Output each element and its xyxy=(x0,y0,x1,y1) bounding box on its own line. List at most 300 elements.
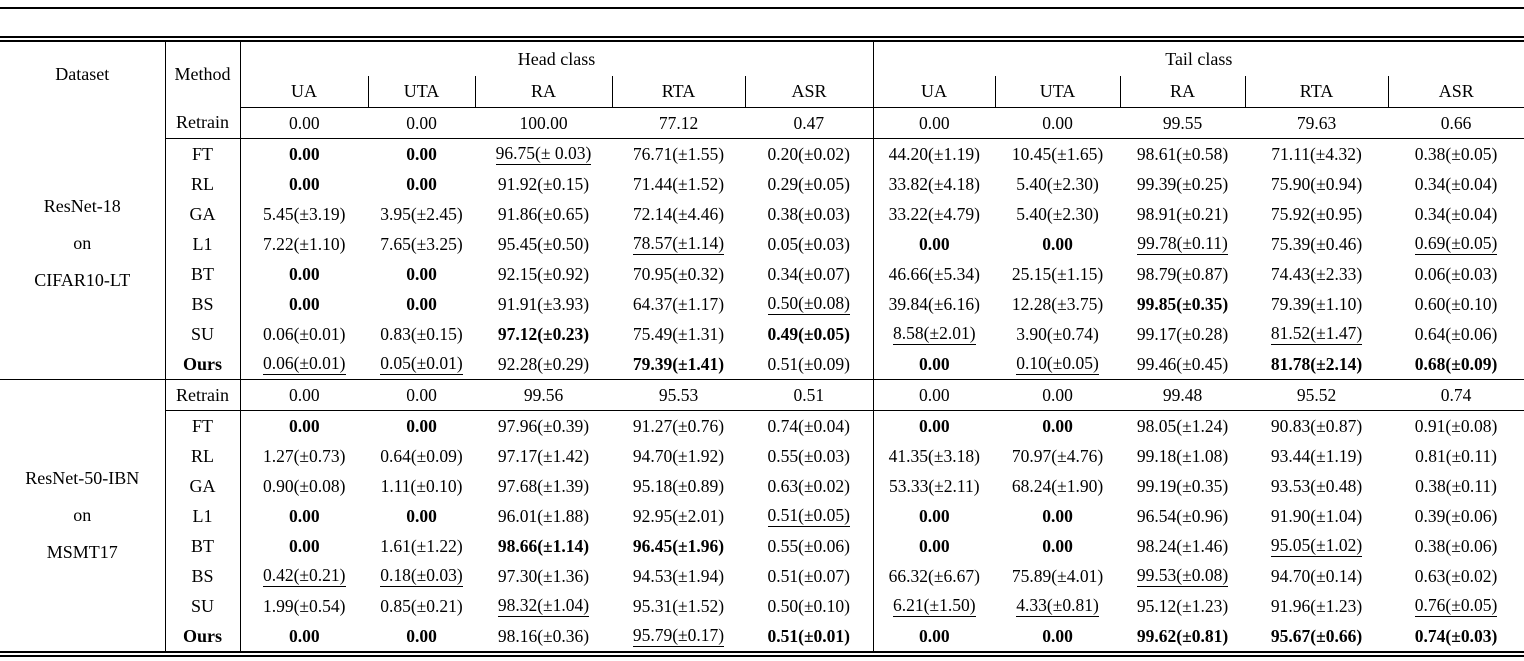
cell-value: 0.55(±0.03) xyxy=(767,445,851,466)
tail-asr-cell xyxy=(1388,169,1524,199)
cell-value: 46.66(±5.34) xyxy=(888,263,980,284)
head-ra-cell xyxy=(475,139,612,170)
head-rta-cell xyxy=(612,441,745,471)
cell-value: 98.32(±1.04) xyxy=(498,595,589,617)
cell-value: 99.53(±0.08) xyxy=(1137,565,1228,587)
head-ua-cell xyxy=(240,169,368,199)
head-uta-cell xyxy=(368,380,475,411)
head-asr-cell xyxy=(745,108,873,139)
tail-ra-cell xyxy=(1120,621,1245,651)
head-ra-cell xyxy=(475,411,612,442)
head-uta-cell xyxy=(368,441,475,471)
cell-value: 0.00 xyxy=(288,173,320,194)
tail-uta-cell xyxy=(995,139,1120,170)
tail-ra-cell xyxy=(1120,319,1245,349)
cell-value: 0.06(±0.01) xyxy=(262,323,346,344)
tail-asr-cell xyxy=(1388,259,1524,289)
head-uta-cell xyxy=(368,591,475,621)
cell-value: 1.27(±0.73) xyxy=(262,445,346,466)
method-cell xyxy=(165,199,240,229)
cell-value: 1.11(±0.10) xyxy=(380,475,463,496)
cell-value: 97.68(±1.39) xyxy=(497,475,590,496)
cell-value: 0.51(±0.09) xyxy=(767,353,851,374)
cell-value: 98.79(±0.87) xyxy=(1136,263,1229,284)
tail-rta-cell xyxy=(1245,471,1388,501)
cell-value: 0.00 xyxy=(1042,384,1073,405)
tail-ua-cell xyxy=(873,349,995,380)
head-asr-cell xyxy=(745,289,873,319)
head-ra-cell xyxy=(475,169,612,199)
col-header-method: Method xyxy=(165,42,240,108)
cell-value: 0.51 xyxy=(793,384,825,405)
tail-ua-cell xyxy=(873,319,995,349)
head-rta-cell xyxy=(612,621,745,651)
head-rta-cell xyxy=(612,591,745,621)
cell-value: 99.56 xyxy=(523,384,564,405)
cell-value: 95.79(±0.17) xyxy=(633,625,724,647)
head-rta-cell xyxy=(612,380,745,411)
cell-value: 95.45(±0.50) xyxy=(497,233,590,254)
table-row xyxy=(0,319,1524,349)
tail-rta-cell xyxy=(1245,139,1388,170)
cell-value: 0.34(±0.07) xyxy=(767,263,851,284)
tail-ra-cell xyxy=(1120,169,1245,199)
cell-value: 94.53(±1.94) xyxy=(632,565,725,586)
head-ua-cell xyxy=(240,259,368,289)
method-cell xyxy=(165,229,240,259)
cell-value: 0.00 xyxy=(918,535,950,556)
method-cell xyxy=(165,139,240,170)
head-ra-cell xyxy=(475,108,612,139)
dataset-name-line: on xyxy=(73,232,92,253)
cell-value: 91.86(±0.65) xyxy=(497,203,590,224)
cell-value: 0.00 xyxy=(288,625,320,646)
cell-value: 33.22(±4.79) xyxy=(888,203,980,224)
dataset-group xyxy=(0,108,1524,380)
tail-asr-cell xyxy=(1388,349,1524,380)
cell-value: 99.19(±0.35) xyxy=(1136,475,1229,496)
cell-value: 100.00 xyxy=(519,112,568,133)
cell-value: 72.14(±4.46) xyxy=(632,203,725,224)
cell-value: GA xyxy=(189,475,216,496)
tail-asr-cell xyxy=(1388,199,1524,229)
head-asr-cell xyxy=(745,501,873,531)
tail-ua-cell xyxy=(873,380,995,411)
dataset-name-line: CIFAR10-LT xyxy=(34,269,131,290)
cell-value: SU xyxy=(190,323,214,344)
table-row xyxy=(0,471,1524,501)
cell-value: 6.21(±1.50) xyxy=(893,595,976,617)
group-header-head-class: Head class xyxy=(240,42,873,76)
cell-value: 64.37(±1.17) xyxy=(632,293,725,314)
table-row xyxy=(0,199,1524,229)
cell-value: 91.92(±0.15) xyxy=(497,173,590,194)
cell-value: GA xyxy=(189,203,216,224)
cell-value: BT xyxy=(190,263,214,284)
cell-value: 98.66(±1.14) xyxy=(497,535,590,556)
tail-ua-cell xyxy=(873,289,995,319)
cell-value: 0.06(±0.01) xyxy=(263,353,346,375)
tail-ra-cell xyxy=(1120,441,1245,471)
tail-ua-cell xyxy=(873,411,995,442)
cell-value: 0.74(±0.04) xyxy=(767,415,851,436)
head-uta-cell xyxy=(368,531,475,561)
cell-value: 99.18(±1.08) xyxy=(1136,445,1229,466)
head-ra-cell xyxy=(475,380,612,411)
tail-rta-cell xyxy=(1245,259,1388,289)
tail-uta-cell xyxy=(995,531,1120,561)
head-uta-cell xyxy=(368,139,475,170)
method-cell xyxy=(165,380,240,411)
cell-value: 68.24(±1.90) xyxy=(1011,475,1104,496)
cell-value: 79.63 xyxy=(1296,112,1337,133)
tail-rta-cell xyxy=(1245,591,1388,621)
tail-uta-cell xyxy=(995,561,1120,591)
cell-value: 81.52(±1.47) xyxy=(1271,323,1362,345)
tail-rta-cell xyxy=(1245,289,1388,319)
cell-value: BT xyxy=(190,535,214,556)
cell-value: 0.00 xyxy=(406,505,437,526)
method-cell xyxy=(165,591,240,621)
tail-ra-cell xyxy=(1120,259,1245,289)
head-uta-cell xyxy=(368,621,475,651)
dataset-name-line: ResNet-50-IBN xyxy=(25,468,140,488)
tail-ra-cell xyxy=(1120,108,1245,139)
cell-value: 0.38(±0.11) xyxy=(1415,475,1497,496)
tail-ra-cell xyxy=(1120,199,1245,229)
cell-value: 0.00 xyxy=(1042,505,1073,526)
cell-value: 0.06(±0.03) xyxy=(1414,263,1498,284)
cell-value: 0.81(±0.11) xyxy=(1415,445,1497,466)
cell-value: 0.64(±0.09) xyxy=(380,445,463,466)
method-cell xyxy=(165,441,240,471)
tail-ua-cell xyxy=(873,169,995,199)
head-asr-cell xyxy=(745,139,873,170)
cell-value: 0.00 xyxy=(918,384,950,405)
cell-value: 0.38(±0.03) xyxy=(767,203,851,224)
cell-value: 93.53(±0.48) xyxy=(1270,475,1363,496)
tail-uta-cell xyxy=(995,108,1120,139)
tail-ua-cell xyxy=(873,591,995,621)
cell-value: 0.51(±0.07) xyxy=(767,565,851,586)
cell-value: 0.83(±0.15) xyxy=(380,323,463,344)
table-row xyxy=(0,108,1524,139)
cell-value: 78.57(±1.14) xyxy=(633,233,724,255)
head-ra-cell xyxy=(475,289,612,319)
tail-asr-cell xyxy=(1388,591,1524,621)
cell-value: 0.00 xyxy=(1042,415,1073,436)
cell-value: 0.38(±0.06) xyxy=(1414,535,1498,556)
subheader-tail-ua: UA xyxy=(873,76,995,108)
cell-value: 96.75(± 0.03) xyxy=(496,143,592,165)
head-ra-cell xyxy=(475,471,612,501)
cell-value: 0.00 xyxy=(288,143,320,164)
head-rta-cell xyxy=(612,471,745,501)
head-ua-cell xyxy=(240,591,368,621)
head-ua-cell xyxy=(240,531,368,561)
cell-value: 0.05(±0.03) xyxy=(767,233,851,254)
cell-value: 96.01(±1.88) xyxy=(497,505,590,526)
tail-ra-cell xyxy=(1120,139,1245,170)
cell-value: 5.40(±2.30) xyxy=(1016,173,1099,194)
cell-value: 0.20(±0.02) xyxy=(767,143,851,164)
tail-ra-cell xyxy=(1120,591,1245,621)
cell-value: 33.82(±4.18) xyxy=(888,173,980,194)
tail-uta-cell xyxy=(995,501,1120,531)
head-uta-cell xyxy=(368,199,475,229)
head-rta-cell xyxy=(612,289,745,319)
table-row xyxy=(0,411,1524,442)
head-ra-cell xyxy=(475,259,612,289)
cell-value: 95.12(±1.23) xyxy=(1136,595,1229,616)
tail-asr-cell xyxy=(1388,229,1524,259)
cell-value: 98.61(±0.58) xyxy=(1136,143,1229,164)
col-header-dataset: Dataset xyxy=(0,42,165,108)
cell-value: 75.90(±0.94) xyxy=(1270,173,1363,194)
head-uta-cell xyxy=(368,561,475,591)
cell-value: 91.27(±0.76) xyxy=(632,415,725,436)
cell-value: 0.50(±0.08) xyxy=(768,293,851,315)
head-rta-cell xyxy=(612,319,745,349)
head-ra-cell xyxy=(475,621,612,651)
table-row xyxy=(0,289,1524,319)
tail-rta-cell xyxy=(1245,169,1388,199)
cell-value: Retrain xyxy=(176,384,229,405)
head-ua-cell xyxy=(240,471,368,501)
subheader-head-asr: ASR xyxy=(745,76,873,108)
cell-value: 98.16(±0.36) xyxy=(497,625,590,646)
cell-value: 90.83(±0.87) xyxy=(1270,415,1363,436)
table-row xyxy=(0,259,1524,289)
cell-value: 0.47 xyxy=(793,112,825,133)
subheader-tail-rta: RTA xyxy=(1245,76,1388,108)
cell-value: 0.51(±0.01) xyxy=(767,625,851,646)
cell-value: 10.45(±1.65) xyxy=(1011,143,1104,164)
cell-value: RL xyxy=(190,173,214,194)
subheader-tail-ra: RA xyxy=(1120,76,1245,108)
tail-rta-cell xyxy=(1245,229,1388,259)
cell-value: 79.39(±1.10) xyxy=(1270,293,1363,314)
cell-value: 25.15(±1.15) xyxy=(1011,263,1104,284)
cell-value: Ours xyxy=(182,625,222,646)
tail-ua-cell xyxy=(873,229,995,259)
cell-value: 8.58(±2.01) xyxy=(893,323,976,345)
cell-value: 98.05(±1.24) xyxy=(1136,415,1229,436)
head-rta-cell xyxy=(612,108,745,139)
cell-value: 98.24(±1.46) xyxy=(1136,535,1229,556)
head-ra-cell xyxy=(475,441,612,471)
cell-value: 0.66 xyxy=(1440,112,1472,133)
head-ua-cell xyxy=(240,349,368,380)
cell-value: 99.48 xyxy=(1162,384,1203,405)
cell-value: 97.12(±0.23) xyxy=(497,323,590,344)
cell-value: 95.53 xyxy=(658,384,699,405)
head-uta-cell xyxy=(368,169,475,199)
cell-value: 0.74 xyxy=(1440,384,1472,405)
tail-ua-cell xyxy=(873,471,995,501)
head-rta-cell xyxy=(612,199,745,229)
cell-value: L1 xyxy=(192,505,213,526)
tail-uta-cell xyxy=(995,169,1120,199)
tail-rta-cell xyxy=(1245,380,1388,411)
cell-value: 98.91(±0.21) xyxy=(1136,203,1229,224)
cell-value: 0.69(±0.05) xyxy=(1415,233,1498,255)
method-cell xyxy=(165,501,240,531)
cell-value: 0.00 xyxy=(406,384,437,405)
cell-value: FT xyxy=(191,143,213,164)
cell-value: FT xyxy=(191,415,213,436)
tail-rta-cell xyxy=(1245,349,1388,380)
cell-value: 96.54(±0.96) xyxy=(1136,505,1229,526)
cell-value: 0.00 xyxy=(1042,233,1073,254)
head-rta-cell xyxy=(612,229,745,259)
head-asr-cell xyxy=(745,319,873,349)
cell-value: 3.95(±2.45) xyxy=(380,203,463,224)
head-ra-cell xyxy=(475,591,612,621)
table-bottom-double-rule xyxy=(0,651,1524,657)
cell-value: 0.05(±0.01) xyxy=(380,353,463,375)
head-rta-cell xyxy=(612,501,745,531)
head-asr-cell xyxy=(745,621,873,651)
cell-value: 93.44(±1.19) xyxy=(1270,445,1363,466)
cell-value: 0.00 xyxy=(406,415,437,436)
tail-rta-cell xyxy=(1245,441,1388,471)
cell-value: 75.92(±0.95) xyxy=(1270,203,1363,224)
tail-uta-cell xyxy=(995,471,1120,501)
cell-value: 0.00 xyxy=(918,505,950,526)
head-ua-cell xyxy=(240,411,368,442)
cell-value: 77.12 xyxy=(658,112,699,133)
head-ra-cell xyxy=(475,561,612,591)
head-ua-cell xyxy=(240,229,368,259)
tail-ua-cell xyxy=(873,531,995,561)
cell-value: 91.90(±1.04) xyxy=(1270,505,1363,526)
cell-value: 0.00 xyxy=(918,625,950,646)
subheader-head-rta: RTA xyxy=(612,76,745,108)
table-row xyxy=(0,169,1524,199)
cell-value: RL xyxy=(190,445,214,466)
subheader-head-uta: UTA xyxy=(368,76,475,108)
method-cell xyxy=(165,471,240,501)
cell-value: 99.17(±0.28) xyxy=(1136,323,1229,344)
tail-ua-cell xyxy=(873,139,995,170)
head-ra-cell xyxy=(475,199,612,229)
tail-ra-cell xyxy=(1120,289,1245,319)
cell-value: 91.96(±1.23) xyxy=(1270,595,1363,616)
tail-asr-cell xyxy=(1388,289,1524,319)
head-uta-cell xyxy=(368,349,475,380)
tail-asr-cell xyxy=(1388,108,1524,139)
cell-value: BS xyxy=(191,565,214,586)
cell-value: 0.91(±0.08) xyxy=(1414,415,1498,436)
tail-uta-cell xyxy=(995,319,1120,349)
head-ua-cell xyxy=(240,319,368,349)
method-cell xyxy=(165,319,240,349)
tail-asr-cell xyxy=(1388,471,1524,501)
tail-ua-cell xyxy=(873,199,995,229)
cell-value: 94.70(±1.92) xyxy=(632,445,725,466)
cell-value: 7.65(±3.25) xyxy=(380,233,463,254)
cell-value: 0.29(±0.05) xyxy=(767,173,851,194)
cell-value: 75.49(±1.31) xyxy=(632,323,725,344)
dataset-group xyxy=(0,380,1524,652)
head-rta-cell xyxy=(612,561,745,591)
head-ra-cell xyxy=(475,501,612,531)
head-asr-cell xyxy=(745,349,873,380)
tail-asr-cell xyxy=(1388,531,1524,561)
tail-ra-cell xyxy=(1120,561,1245,591)
head-rta-cell xyxy=(612,349,745,380)
tail-asr-cell xyxy=(1388,139,1524,170)
cell-value: 0.51(±0.05) xyxy=(768,505,851,527)
cell-value: SU xyxy=(190,595,214,616)
tail-rta-cell xyxy=(1245,621,1388,651)
cell-value: 0.00 xyxy=(918,415,950,436)
tail-uta-cell xyxy=(995,621,1120,651)
head-uta-cell xyxy=(368,259,475,289)
cell-value: 0.00 xyxy=(288,535,320,556)
cell-value: 95.05(±1.02) xyxy=(1271,535,1362,557)
cell-value: 0.39(±0.06) xyxy=(1414,505,1498,526)
table-row xyxy=(0,229,1524,259)
method-cell xyxy=(165,169,240,199)
tail-asr-cell xyxy=(1388,621,1524,651)
tail-ua-cell xyxy=(873,108,995,139)
results-table-area xyxy=(0,36,1524,657)
cell-value: 0.00 xyxy=(918,233,950,254)
head-asr-cell xyxy=(745,591,873,621)
cell-value: 74.43(±2.33) xyxy=(1270,263,1363,284)
head-rta-cell xyxy=(612,259,745,289)
dataset-cell xyxy=(0,380,165,652)
cell-value: BS xyxy=(191,293,214,314)
cell-value: 79.39(±1.41) xyxy=(632,353,725,374)
cell-value: 0.76(±0.05) xyxy=(1415,595,1498,617)
table-row xyxy=(0,139,1524,170)
tail-ra-cell xyxy=(1120,349,1245,380)
cell-value: 0.85(±0.21) xyxy=(380,595,463,616)
cell-value: 0.00 xyxy=(406,173,437,194)
head-uta-cell xyxy=(368,319,475,349)
cell-value: 70.95(±0.32) xyxy=(632,263,725,284)
tail-uta-cell xyxy=(995,259,1120,289)
tail-uta-cell xyxy=(995,199,1120,229)
tail-ua-cell xyxy=(873,621,995,651)
tail-uta-cell xyxy=(995,380,1120,411)
tail-asr-cell xyxy=(1388,380,1524,411)
method-cell xyxy=(165,561,240,591)
tail-uta-cell xyxy=(995,411,1120,442)
cell-value: 0.00 xyxy=(406,263,437,284)
cell-value: 0.10(±0.05) xyxy=(1016,353,1099,375)
cell-value: 0.74(±0.03) xyxy=(1414,625,1498,646)
cell-value: 99.39(±0.25) xyxy=(1136,173,1229,194)
head-ua-cell xyxy=(240,139,368,170)
cell-value: 99.62(±0.81) xyxy=(1136,625,1229,646)
head-uta-cell xyxy=(368,501,475,531)
method-cell xyxy=(165,621,240,651)
cell-value: 0.63(±0.02) xyxy=(1414,565,1498,586)
top-hairline-rule xyxy=(0,7,1524,9)
table-row xyxy=(0,561,1524,591)
table-row xyxy=(0,380,1524,411)
cell-value: 0.64(±0.06) xyxy=(1414,323,1498,344)
tail-ua-cell xyxy=(873,259,995,289)
cell-value: 0.68(±0.09) xyxy=(1414,353,1498,374)
head-asr-cell xyxy=(745,380,873,411)
table-row xyxy=(0,501,1524,531)
head-rta-cell xyxy=(612,411,745,442)
